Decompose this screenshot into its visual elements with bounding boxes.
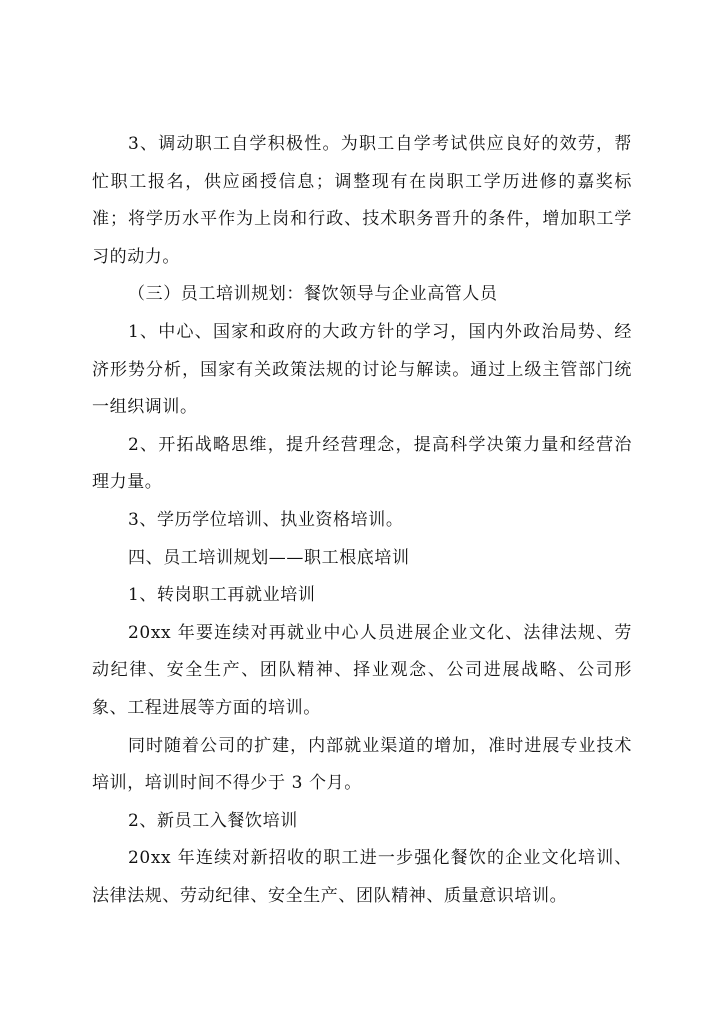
- paragraph-new-employee-content: 20xx 年连续对新招收的职工进一步强化餐饮的企业文化培训、法律法规、劳动纪律、安全生产、团队精神、质量意识培训。: [92, 848, 632, 906]
- subheading-new-employee: 2、新员工入餐饮培训: [128, 810, 298, 831]
- paragraph-policy-study: 1、中心、国家和政府的大政方针的学习，国内外政治局势、经济形势分析，国家有关政策法规的讨论与解读。通过上级主管部门统一组织调训。: [92, 321, 632, 418]
- paragraph-technical-training: 同时随着公司的扩建，内部就业渠道的增加，准时进展专业技术培训，培训时间不得少于 3 个月。: [92, 735, 632, 794]
- paragraph-reemployment-content: 20xx 年要连续对再就业中心人员进展企业文化、法律法规、劳动纪律、安全生产、团队精神、择业观念、公司进展战略、公司形象、工程进展等方面的培训。: [92, 622, 632, 718]
- paragraph-strategic-thinking: 2、开拓战略思维，提升经营理念，提高科学决策力量和经营治理力量。: [92, 434, 632, 493]
- paragraph-degree-training: 3、学历学位培训、执业资格培训。: [128, 509, 404, 530]
- heading-basic-training: 四、员工培训规划——职工根底培训: [128, 547, 410, 568]
- paragraph-self-study: 3、调动职工自学积极性。为职工自学考试供应良好的效劳，帮忙职工报名，供应函授信息；调整现有在岗职工学历进修的嘉奖标准；将学历水平作为上岗和行政、技术职务晋升的条件，增加职工学习的动力。: [92, 134, 632, 267]
- document-body: [92, 126, 632, 915]
- heading-leader-training: （三）员工培训规划：餐饮领导与企业高管人员: [128, 284, 498, 305]
- subheading-reemployment: 1、转岗职工再就业培训: [128, 585, 316, 606]
